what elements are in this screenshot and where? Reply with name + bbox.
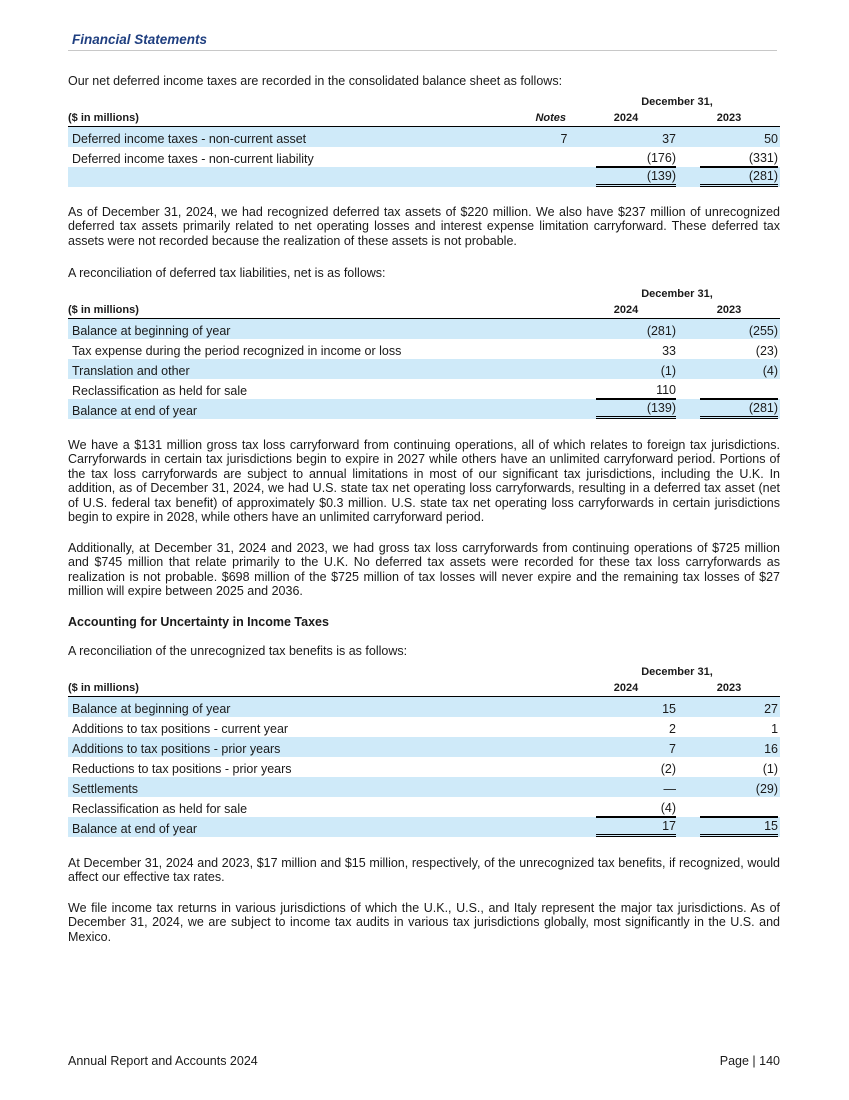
value-2024: — — [663, 781, 676, 796]
jurisdictions-paragraph: We file income tax returns in various jurisdictions of which the U.K., U.S., and Italy represent the major tax jurisdictions. As of December 31, 2024, we are subject to income tax audits in various tax jurisdictions globally, most significantly in the U.S. and Mexico. — [68, 900, 780, 944]
value-2023: 16 — [764, 741, 779, 756]
row-label: Deferred income taxes - non-current liability — [72, 151, 314, 166]
table-row — [68, 757, 780, 777]
value-2023: 27 — [764, 701, 779, 716]
total-2023: 15 — [700, 817, 778, 837]
tax-loss-carryforward-paragraph: We have a $131 million gross tax loss carryforward from continuing operations, all of which relates to foreign tax jurisdictions. Carryforwards in certain tax jurisdictions begin to expire in 2027 while others have an unlimited carryforward period. Portions of the tax loss carryforwards are subject to annual limitations in most of our significant tax jurisdictions, including the U.K. In addition, as of December 31, 2024, we had U.S. state tax net operating loss carryforwards, resulting in a deferred tax asset (net of U.S. federal tax benefit) of approximately $0.3 million. U.S. state tax net operating loss carryforwards in certain jurisdictions begin to expire in 2028, while others have an unlimited carryforward period. — [68, 437, 780, 524]
table-row — [68, 359, 780, 379]
value-2024: (2) — [660, 761, 676, 776]
table-row — [68, 126, 780, 147]
notes-header: Notes — [514, 110, 574, 127]
row-label: Additions to tax positions - current year — [72, 721, 289, 736]
row-label: Reductions to tax positions - prior years — [72, 761, 292, 776]
value-2023: 1 — [771, 721, 779, 736]
table-period-row — [68, 284, 780, 302]
row-label: Balance at beginning of year — [68, 318, 574, 339]
unit-label: ($ in millions) — [68, 302, 574, 319]
year-2024-header: 2024 — [574, 110, 678, 127]
table-header-row — [68, 110, 780, 127]
table-row — [68, 339, 780, 359]
row-label: Balance at end of year — [68, 817, 574, 837]
table-period-row — [68, 662, 780, 680]
unrecognized-benefits-intro: A reconciliation of the unrecognized tax benefits is as follows: — [68, 644, 408, 658]
gross-tax-loss-paragraph: Additionally, at December 31, 2024 and 2023, we had gross tax loss carryforwards from continuing operations of $725 million and $745 million that relate primarily to the U.K. No deferred tax assets were recorded for these tax loss carryforwards as realization is not probable. $698 million of the $725 million of tax losses will never expire and the remaining tax losses of $27 million will expire between 2025 and 2036. — [68, 540, 780, 598]
footer-report-name: Annual Report and Accounts 2024 — [68, 1054, 258, 1068]
table-row — [68, 318, 780, 339]
year-2024-header: 2024 — [574, 680, 678, 697]
value-2024: (4) — [596, 800, 676, 817]
table-row — [68, 379, 780, 399]
total-2023: (281) — [700, 167, 778, 187]
unrecognized-benefits-table — [68, 662, 780, 837]
value-2023: (331) — [700, 150, 778, 167]
year-2024-header: 2024 — [574, 302, 678, 319]
total-2024: (139) — [596, 167, 676, 187]
header-divider — [68, 50, 777, 51]
table-header-row — [68, 680, 780, 697]
unit-label: ($ in millions) — [68, 110, 514, 127]
period-header: December 31, — [641, 665, 713, 678]
table-header-row — [68, 302, 780, 319]
table-row — [68, 777, 780, 797]
row-label: Deferred income taxes - non-current asset — [68, 126, 514, 147]
year-2023-header: 2023 — [678, 110, 780, 127]
row-note — [514, 167, 574, 187]
period-header: December 31, — [641, 95, 713, 108]
year-2023-header: 2023 — [678, 680, 780, 697]
value-2024: 33 — [662, 343, 676, 358]
value-2023: (255) — [748, 323, 779, 338]
row-label: Reclassification as held for sale — [72, 383, 248, 398]
value-2023: (4) — [762, 363, 779, 378]
row-note — [514, 147, 574, 167]
value-2024: 110 — [596, 382, 676, 399]
value-2024: 37 — [662, 131, 676, 146]
table-total-row — [68, 167, 780, 187]
row-label: Balance at end of year — [68, 399, 574, 419]
year-2023-header: 2023 — [678, 302, 780, 319]
deferred-assets-paragraph: As of December 31, 2024, we had recognized deferred tax assets of $220 million. We also have $237 million of unrecognized deferred tax assets primarily related to net operating losses and interest expense limitation carryforward. These deferred tax assets were not recorded because the realization of these assets is not probable. — [68, 204, 780, 248]
row-label: Translation and other — [68, 359, 574, 379]
effective-tax-paragraph: At December 31, 2024 and 2023, $17 million and $15 million, respectively, of the unrecognized tax benefits, if recognized, would affect our effective tax rates. — [68, 855, 780, 884]
value-2024: 2 — [669, 721, 676, 736]
footer-page-number: Page | 140 — [719, 1054, 780, 1068]
value-2024: (176) — [596, 150, 676, 167]
deferred-liabilities-table — [68, 284, 780, 419]
total-2024: 17 — [596, 817, 676, 837]
row-note: 7 — [514, 126, 574, 147]
row-label: Reclassification as held for sale — [72, 801, 248, 816]
table-row — [68, 797, 780, 817]
value-2023 — [700, 800, 778, 817]
total-2024: (139) — [596, 399, 676, 419]
table-row — [68, 696, 780, 717]
value-2024: (1) — [660, 363, 676, 378]
value-2023: (1) — [762, 761, 779, 776]
page-content — [68, 74, 780, 944]
deferred-taxes-intro: Our net deferred income taxes are recorded in the consolidated balance sheet as follows: — [68, 74, 563, 88]
table-row — [68, 737, 780, 757]
value-2023: 50 — [764, 131, 779, 146]
table-total-row — [68, 817, 780, 837]
deferred-taxes-table — [68, 92, 780, 187]
section-heading: Accounting for Uncertainty in Income Taxes — [68, 614, 329, 629]
row-label: Additions to tax positions - prior years — [68, 737, 574, 757]
value-2024: (281) — [646, 323, 676, 338]
row-label — [68, 167, 514, 187]
value-2024: 7 — [669, 741, 676, 756]
row-label: Tax expense during the period recognized in income or loss — [72, 343, 402, 358]
value-2024: 15 — [662, 701, 676, 716]
row-label: Settlements — [68, 777, 574, 797]
unit-label: ($ in millions) — [68, 680, 574, 697]
table-total-row — [68, 399, 780, 419]
period-header: December 31, — [641, 287, 713, 300]
deferred-liabilities-intro: A reconciliation of deferred tax liabilities, net is as follows: — [68, 266, 386, 280]
row-label: Balance at beginning of year — [68, 696, 574, 717]
total-2023: (281) — [700, 399, 778, 419]
table-row — [68, 147, 780, 167]
value-2023: (29) — [755, 781, 779, 796]
page-header-title: Financial Statements — [72, 32, 208, 47]
value-2023 — [700, 382, 778, 399]
value-2023: (23) — [755, 343, 779, 358]
table-period-row — [68, 92, 780, 110]
table-row — [68, 717, 780, 737]
